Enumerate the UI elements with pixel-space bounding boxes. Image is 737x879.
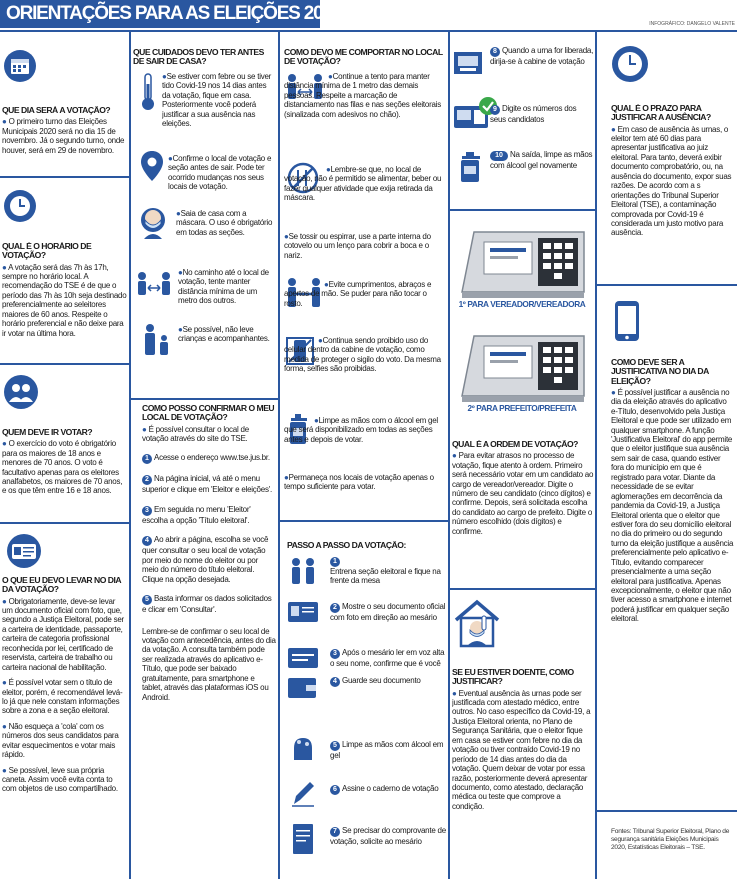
section-steps bbox=[287, 541, 447, 552]
hand-washing-icon bbox=[290, 734, 316, 764]
section-title: QUEM DEVE IR VOTAR? bbox=[2, 428, 93, 437]
section-title: QUE CUIDADOS DEVO TER ANTES DE SAIR DE CASA? bbox=[133, 48, 264, 67]
divider bbox=[0, 176, 129, 178]
section-body: Se possível, leve sua própria caneta. Assim você evita conta to com objetos de uso compartilhado. bbox=[2, 765, 118, 794]
mask-icon bbox=[138, 205, 168, 239]
voting-step: Após o mesário ler em voz alta o seu nome, confirme que é você bbox=[330, 648, 445, 668]
section-hours: QUAL É O HORÁRIO DE VOTAÇÃO? ● A votação será das 7h às 17h, sempre no horário local. A recomendação do TSE é de que o período das 7h às 10h seja destinado preferencialmente ao seleitores maiores de 60 anos. Respeite o horário preferencial e não deixe para ir votar na última hora. bbox=[2, 242, 127, 338]
section-body: É possível justificar a ausência no dia da eleição através do aplicativo e-Título, desenvolvido pela Justiça Eleitoral e que pode ser utilizado em qualquer smartphone. A função 'Justificativa Eleitoral' do app permite que o eleitor justifique sua ausência sem sair de casa, quando estiver fora do município em que é registrado para votar. Diante da necessidade de se evitar aglomerações em decorrência da pandemia da Covid-19, a Justiça Eleitoral orienta que o eleitor que estiver fora do seu domicílio eleitoral no dia do primeiro ou do segundo turno da eleição justifique a ausência preferencialmente pelo aplicativo e-Título, evitando comparecer presencialmente a uma seção eleitoral para justificativa. Apenas excepcionalmente, o eleitor que não tiver acesso a smartphone e internet poderá justificar em qualquer seção eleitoral. bbox=[611, 387, 734, 624]
divider bbox=[448, 209, 595, 211]
sources: Fontes: Tribunal Superior Eleitoral, Plano de segurança sanitária Eleições Municipais 2020, Estatísticas Eleitorais – TSE. bbox=[611, 828, 730, 851]
care-item: Se possível, não leve crianças e acompanhantes. bbox=[178, 325, 270, 344]
distance-icon bbox=[134, 270, 174, 302]
section-who: QUEM DEVE IR VOTAR? ● O exercício do voto é obrigatório para os maiores de 18 anos e menores de 70 anos. O voto é facultativo apenas para os eleitores analfabetos, os maiores de 70 anos, e os que têm entre 16 e 18 anos. bbox=[2, 428, 127, 502]
section-title: QUAL É O HORÁRIO DE VOTAÇÃO? bbox=[2, 242, 92, 261]
section-body: A votação será das 7h às 17h, sempre no horário local. A recomendação do TSE é de que o período das 7h às 10h seja destinado preferencialmente ao seleitores maiores de 60 anos. Respeite o horário preferencial e não deixe para ir votar na última hora. bbox=[2, 262, 127, 338]
section-title: COMO DEVE SER A JUSTIFICATIVA NO DIA DA ELEIÇÃO? bbox=[611, 358, 709, 386]
care-item: Saia de casa com a máscara. O uso é obrigatório em todas as seções. bbox=[176, 209, 273, 237]
section-deadline: QUAL É O PRAZO PARA JUSTIFICAR A AUSÊNCIA? ● Em caso de ausência às urnas, o eleitor tem até 60 dias para apresentar justificativa ao juiz eleitoral. Para tanto, deverá exibir documento comprobatório, ou, na ausência do documento, expor suas razões. De acordo com a s orientações do Tribunal Superior Eleitoral (TSE), a contaminação comprovada por Covid-19 é considerada um justo motivo para ausência. bbox=[611, 104, 735, 244]
voting-step: Assine o caderno de votação bbox=[342, 784, 439, 793]
confirm-step: Basta informar os dados solicitados e clicar em 'Consultar'. bbox=[142, 594, 272, 615]
divider bbox=[278, 520, 448, 522]
clock-icon bbox=[4, 190, 36, 222]
section-title: O QUE EU DEVO LEVAR NO DIA DA VOTAÇÃO? bbox=[2, 576, 121, 595]
wallet-icon bbox=[288, 676, 318, 700]
divider bbox=[129, 398, 278, 400]
voting-step: Se precisar do comprovante de votação, solicite ao mesário bbox=[330, 826, 446, 846]
receipt-icon bbox=[290, 822, 316, 856]
section-confirm: COMO POSSO CONFIRMAR O MEU LOCAL DE VOTAÇÃO? ● É possível consultar o local de votação através do site do TSE. 1 Acesse o endereço www.tse.jus.br. 2 Na página inicial, vá até o menu superior e clique em 'Eleitor e eleições'. 3 Em seguida no menu 'Eleitor' escolha a opção 'Título eleitoral'. 4 Ao abrir a página, escolha se você quer consultar o seu local de votação por meio do nome do eleitor ou por meio do número do título eleitoral. Clique na opção desejada. 5 Basta informar os dados solicitados e clicar em 'Consultar'. Lembre-se de confirmar o seu local de votação com antecedência, antes do dia da votação. A consulta também pode ser realizada através do aplicativo e-Título, que pode ser baixado gratuitamente, para smartphone e tablet, através das plataformas iOS ou Android. bbox=[142, 404, 276, 702]
section-order: QUAL É A ORDEM DE VOTAÇÃO? ● Para evitar atrasos no processo de votação, fique atento à ordem. Primeiro será necessário votar em um candidato ao cargo de vereador/vereador. Digite o número de seu candidato (cinco dígitos) e confirme. Depois, será solicitada escolha do candidato ao cargo de prefeito. Digite o número escolhido (dois dígitos) e confirme. bbox=[452, 440, 594, 536]
care-item: No caminho até o local de votação, tente manter distância mínima de um metro dos outros. bbox=[178, 268, 269, 306]
urn-label-vereador: 1º PARA VEREADOR/VEREADORA bbox=[458, 299, 586, 309]
divider bbox=[595, 810, 737, 812]
page-title: ORIENTAÇÕES PARA AS ELEIÇÕES 2020 bbox=[0, 0, 320, 28]
section-body: O primeiro turno das Eleições Municipais 2020 será no dia 15 de novembro. Já o segundo turno, onde houver, será em 29 de novembro. bbox=[2, 117, 125, 155]
section-date: QUE DIA SERÁ A VOTAÇÃO? ● O primeiro turno das Eleições Municipais 2020 será no dia 15 de novembro. Já o segundo turno, onde houver, será em 29 de novembro. bbox=[2, 106, 127, 161]
section-body: Não esqueça a 'cola' com os números dos seus candidatos para evitar esquecimentos e votar mais rápido. bbox=[2, 721, 119, 760]
smartphone-icon bbox=[612, 300, 642, 342]
voting-step: Na saída, limpe as mãos com álcool gel novamente bbox=[490, 150, 593, 170]
care-item: Confirme o local de votação e seção antes de sair. Pode ter ocorrido mudanças nos seus locais de votação. bbox=[168, 154, 272, 192]
behave-item: Evite cumprimentos, abraços e apertos de mão. Se puder para não tocar o rosto. bbox=[284, 280, 432, 308]
voting-step: Entrena seção eleitoral e fique na frente da mesa bbox=[330, 567, 441, 586]
voters-icon bbox=[286, 556, 320, 586]
id-card-icon bbox=[4, 534, 44, 568]
divider bbox=[0, 522, 129, 524]
section-behave bbox=[284, 48, 444, 69]
location-pin-icon bbox=[140, 150, 164, 182]
section-body: É possível consultar o local de votação através do site do TSE. bbox=[142, 424, 249, 443]
section-title: QUE DIA SERÁ A VOTAÇÃO? bbox=[2, 106, 111, 115]
section-title: QUAL É A ORDEM DE VOTAÇÃO? bbox=[452, 440, 578, 449]
voting-step: Mostre o seu documento oficial com foto em direção ao mesário bbox=[330, 602, 446, 622]
section-title: COMO DEVO ME COMPORTAR NO LOCAL DE VOTAÇÃO? bbox=[284, 48, 443, 67]
credit: INFOGRÁFICO: DANGELO VALENTE bbox=[649, 21, 735, 27]
section-body: Obrigatoriamente, deve-se levar um documento oficial com foto, que, segundo a Justiça Eleitoral, pode ser a carteira de identidade, passaporte, carteira de categoria profissional reconhecida por lei, certificado de reservista, carteira de trabalho ou carteira nacional de habilitação. bbox=[2, 596, 124, 672]
id-card-icon bbox=[288, 602, 318, 622]
hand-sanitizer-icon bbox=[456, 150, 484, 184]
section-body: Para evitar atrasos no processo de votação, fique atento à ordem. Primeiro será necessário votar em um candidato ao cargo de vereador/vereador. Digite o número de seu candidato (cinco dígitos) e confirme. Depois, será solicitada escolha do candidato ao cargo de prefeito. Digite o número escolhido (dois dígitos) e confirme. bbox=[452, 451, 594, 536]
section-docs: O QUE EU DEVO LEVAR NO DIA DA VOTAÇÃO? ● Obrigatoriamente, deve-se levar um documento oficial com foto, que, segundo a Justiça Eleitoral, pode ser a carteira de identidade, passaporte, carteira de categoria profissional reconhecida por lei, certificado de reservista, carteira de trabalho ou carteira nacional de habilitação. ● É possível votar sem o título de eleitor, porém, é recomendável levá-lo já que nele constam informações sobre a zona e a seção eleitoral. ● Não esqueça a 'cola' com os números dos seus candidatos para evitar esquecimentos e votar mais rápido. ● Se possível, leve sua própria caneta. Assim você evita conta to com objetos de uso compartilhado. bbox=[2, 576, 127, 800]
section-body: Eventual ausência às urnas pode ser justificada com atestado médico, entre outros. No caso específico da Covid-19, a Justiça Eleitoral orienta, no Plano de Segurança Sanitária, que o eleitor fique em casa se estiver com febre no dia da votação ou tiver contraído Covid-19 no período de 14 dias antes do dia da votação. Quem deixar de votar por essa razão, posteriormente deverá apresentar documento, como atestado, declaração médica ou teste que comprove a condição. bbox=[452, 688, 591, 811]
behave-item: Permaneça nos locais de votação apenas o tempo suficiente para votar. bbox=[284, 473, 434, 492]
behave-item: Se tossir ou espirrar, use a parte interna do cotovelo ou um lenço para cobrir a boca e o nariz. bbox=[284, 232, 431, 260]
family-icon bbox=[140, 322, 172, 356]
divider bbox=[595, 284, 737, 286]
section-app: COMO DEVE SER A JUSTIFICATIVA NO DIA DA ELEIÇÃO? ● É possível justificar a ausência no dia da eleição através do aplicativo e-Título, desenvolvido pela Justiça Eleitoral e que pode ser utilizado em qualquer smartphone. A função 'Justificativa Eleitoral' do app permite que o eleitor justifique sua ausência sem sair de casa, quando estiver fora do município em que é registrado para votar. Diante da necessidade de se evitar aglomerações em decorrência da pandemia da Covid-19, a Justiça Eleitoral orienta que o eleitor que estiver fora do seu domicílio eleitoral no dia do primeiro ou do segundo turno da eleição justifique a ausência preferencialmente pelo aplicativo e-Título, evitando comparecer presencialmente a uma seção eleitoral para justificativa. Apenas excepcionalmente, o eleitor que não tiver acesso a smartphone e internet poderá justificar em qualquer seção eleitoral. bbox=[611, 358, 734, 624]
urn-label-prefeito: 2º PARA PREFEITO/PREFEITA bbox=[467, 403, 577, 413]
speech-icon bbox=[288, 648, 318, 674]
care-item: Se estiver com febre ou se tiver tido Covid-19 nos 14 dias antes da votação, fique em casa. Posteriormente você poderá justificar a sua ausência nas eleições. bbox=[162, 72, 272, 129]
people-icon bbox=[4, 375, 38, 409]
pen-icon bbox=[290, 778, 316, 808]
calendar-icon bbox=[4, 50, 36, 82]
voting-machine-prefeito bbox=[456, 326, 590, 406]
voting-step: Quando a urna for liberada, dirija-se à cabine de votação bbox=[490, 46, 594, 66]
divider bbox=[448, 32, 450, 879]
section-body: É possível votar sem o título de eleitor, porém, é recomendável levá-lo já que nele constam informações sobre a zona e a seção eleitoral. bbox=[2, 678, 123, 716]
section-body: O exercício do voto é obrigatório para os maiores de 18 anos e menores de 70 anos. O voto é facultativo apenas para os eleitores analfabetos, os maiores de 70 anos, e os que têm entre 16 e 18 anos. bbox=[2, 439, 123, 496]
section-title: SE EU ESTIVER DOENTE, COMO JUSTIFICAR? bbox=[452, 668, 574, 687]
confirm-step: Acesse o endereço www.tse.jus.br. bbox=[154, 453, 270, 463]
section-title: PASSO A PASSO DA VOTAÇÃO: bbox=[287, 541, 406, 550]
section-body: Em caso de ausência às urnas, o eleitor tem até 60 dias para apresentar justificativa ao juiz eleitoral. Para tanto, deverá exibir documento comprobatório, ou, na ausência do documento, expor suas razões. De acordo com a s orientações do Tribunal Superior Eleitoral (TSE), a contaminação comprovada por Covid-19 é considerada um justo motivo para ausência. bbox=[611, 124, 732, 238]
confirm-step: Na página inicial, vá até o menu superior e clique em 'Eleitor e eleições'. bbox=[142, 474, 272, 495]
divider bbox=[129, 32, 131, 879]
divider bbox=[448, 588, 595, 590]
divider bbox=[595, 32, 597, 879]
section-body: Lembre-se de confirmar o seu local de votação com antecedência, antes do dia da votação. A consulta também pode ser realizada através do aplicativo e-Título, que pode ser baixado gratuitamente, para smartphone e tablet, através das plataformas iOS ou Android. bbox=[142, 626, 276, 702]
voting-step: Digite os números dos seus candidatos bbox=[490, 104, 577, 124]
sick-house-icon bbox=[452, 598, 502, 648]
voting-step: Guarde seu documento bbox=[342, 676, 421, 685]
voting-booth-icon bbox=[452, 46, 484, 78]
voting-step: Limpe as mãos com álcool em gel bbox=[330, 740, 444, 760]
divider bbox=[278, 32, 280, 879]
clock-icon bbox=[612, 46, 648, 82]
divider bbox=[0, 363, 129, 365]
behave-item: Limpe as mãos com o álcool em gel que será disponibilizado em todas as seções antes e depois de votar. bbox=[284, 416, 438, 444]
behave-item: Lembre-se que, no local de votação, não é permitido se alimentar, beber ou fazer qualquer atividade que exija retirada da máscara. bbox=[284, 165, 442, 203]
thermometer-icon bbox=[136, 72, 160, 112]
behave-item: Continua sendo proibido uso do celular dentro da cabine de votação, como medida de proteger o sigilo do voto. Da mesma forma, selfies são proibidas. bbox=[284, 336, 441, 374]
section-sick: SE EU ESTIVER DOENTE, COMO JUSTIFICAR? ● Eventual ausência às urnas pode ser justificada com atestado médico, entre outros. No caso específico da Covid-19, a Justiça Eleitoral orienta, no Plano de Segurança Sanitária, que o eleitor fique em casa se estiver com febre no dia da votação ou tiver contraído Covid-19 no período de 14 dias antes do dia da votação. Quem deixar de votar por essa razão, posteriormente deverá apresentar documento, como atestado, declaração médica ou teste que comprove a condição. bbox=[452, 668, 594, 817]
section-care bbox=[133, 48, 275, 69]
divider bbox=[0, 30, 737, 32]
section-title: QUAL É O PRAZO PARA JUSTIFICAR A AUSÊNCIA? bbox=[611, 104, 711, 123]
confirm-step: Em seguida no menu 'Eleitor' escolha a opção 'Título eleitoral'. bbox=[142, 504, 251, 525]
voting-machine-vereador bbox=[456, 222, 590, 302]
section-title: COMO POSSO CONFIRMAR O MEU LOCAL DE VOTAÇÃO? bbox=[142, 404, 275, 423]
behave-item: Continue a tento para manter distância mínima de 1 metro das demais pessoas. Respeite a marcação de distanciamento nas filas e nas seções eleitorais (sinalizada com adesivos no chão). bbox=[284, 72, 441, 119]
confirm-step: Ao abrir a página, escolha se você quer consultar o seu local de votação por meio do nome do eleitor ou por meio do número do título eleitoral. Clique na opção desejada. bbox=[142, 535, 269, 584]
